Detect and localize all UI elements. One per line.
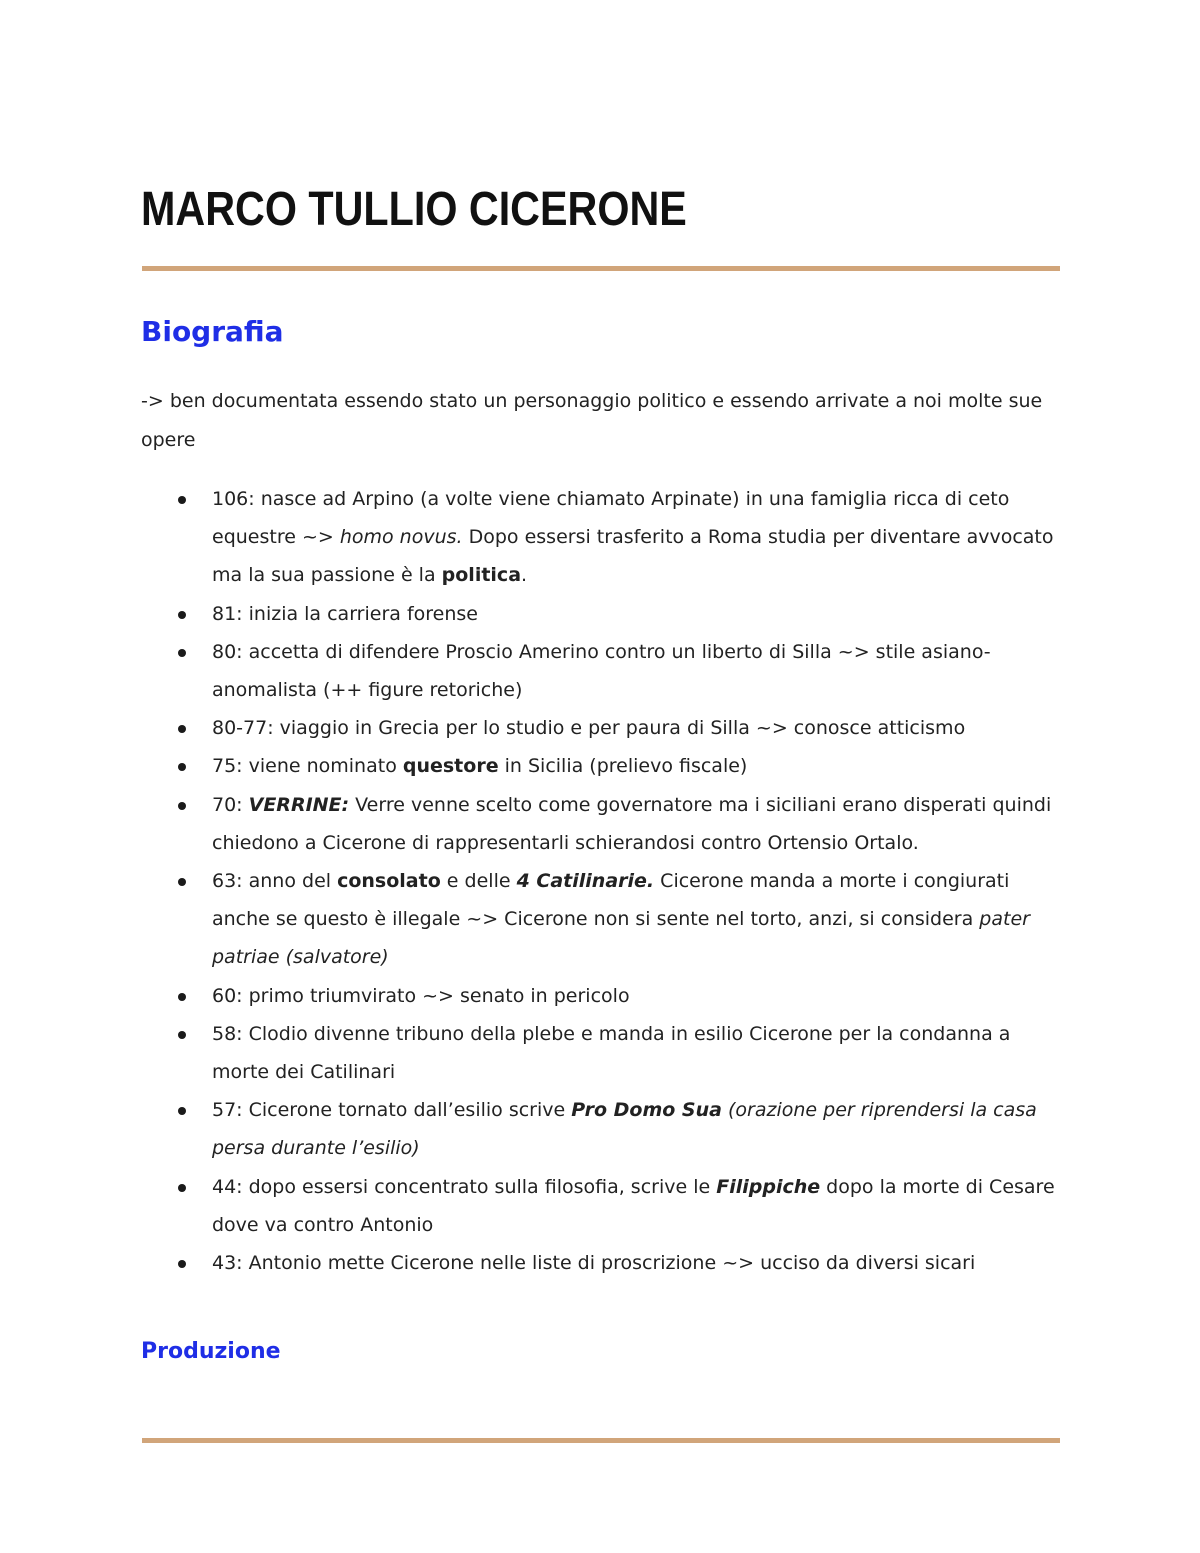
section-heading-biografia: Biografia (141, 315, 284, 348)
list-item: 43: Antonio mette Cicerone nelle liste di proscrizione ~> ucciso da diversi sicari (141, 1244, 1066, 1282)
list-item: 81: inizia la carriera forense (141, 595, 1066, 633)
list-item: 75: viene nominato questore in Sicilia (prelievo fiscale) (141, 747, 1066, 785)
list-item: 57: Cicerone tornato dall’esilio scrive Pro Domo Sua (orazione per riprendersi la casa persa durante l’esilio) (141, 1091, 1066, 1167)
list-item: 63: anno del consolato e delle 4 Catilinarie. Cicerone manda a morte i congiurati anche se questo è illegale ~> Cicerone non si sente nel torto, anzi, si considera pater patriae (salvatore) (141, 862, 1066, 977)
list-item: 80-77: viaggio in Grecia per lo studio e per paura di Silla ~> conosce atticismo (141, 709, 1066, 747)
biography-list (141, 480, 1066, 1282)
list-item: 70: VERRINE: Verre venne scelto come governatore ma i siciliani erano disperati quindi chiedono a Cicerone di rappresentarli schierandosi contro Ortensio Ortalo. (141, 786, 1066, 862)
section-heading-produzione: Produzione (141, 1339, 281, 1364)
list-item: 106: nasce ad Arpino (a volte viene chiamato Arpinate) in una famiglia ricca di ceto equestre ~> homo novus. Dopo essersi trasferito a Roma studia per diventare avvocato ma la sua passione è la politica. (141, 480, 1066, 595)
title-divider (142, 266, 1060, 271)
list-item: 80: accetta di difendere Proscio Amerino contro un liberto di Silla ~> stile asiano-anomalista (++ figure retoriche) (141, 633, 1066, 709)
intro-paragraph: -> ben documentata essendo stato un personaggio politico e essendo arrivate a noi molte sue opere (141, 390, 1043, 451)
footer-divider (142, 1438, 1060, 1443)
list-item: 60: primo triumvirato ~> senato in pericolo (141, 977, 1066, 1015)
list-item: 44: dopo essersi concentrato sulla filosofia, scrive le Filippiche dopo la morte di Cesare dove va contro Antonio (141, 1168, 1066, 1244)
list-item: 58: Clodio divenne tribuno della plebe e manda in esilio Cicerone per la condanna a morte dei Catilinari (141, 1015, 1066, 1091)
document-title: MARCO TULLIO CICERONE (141, 183, 687, 236)
